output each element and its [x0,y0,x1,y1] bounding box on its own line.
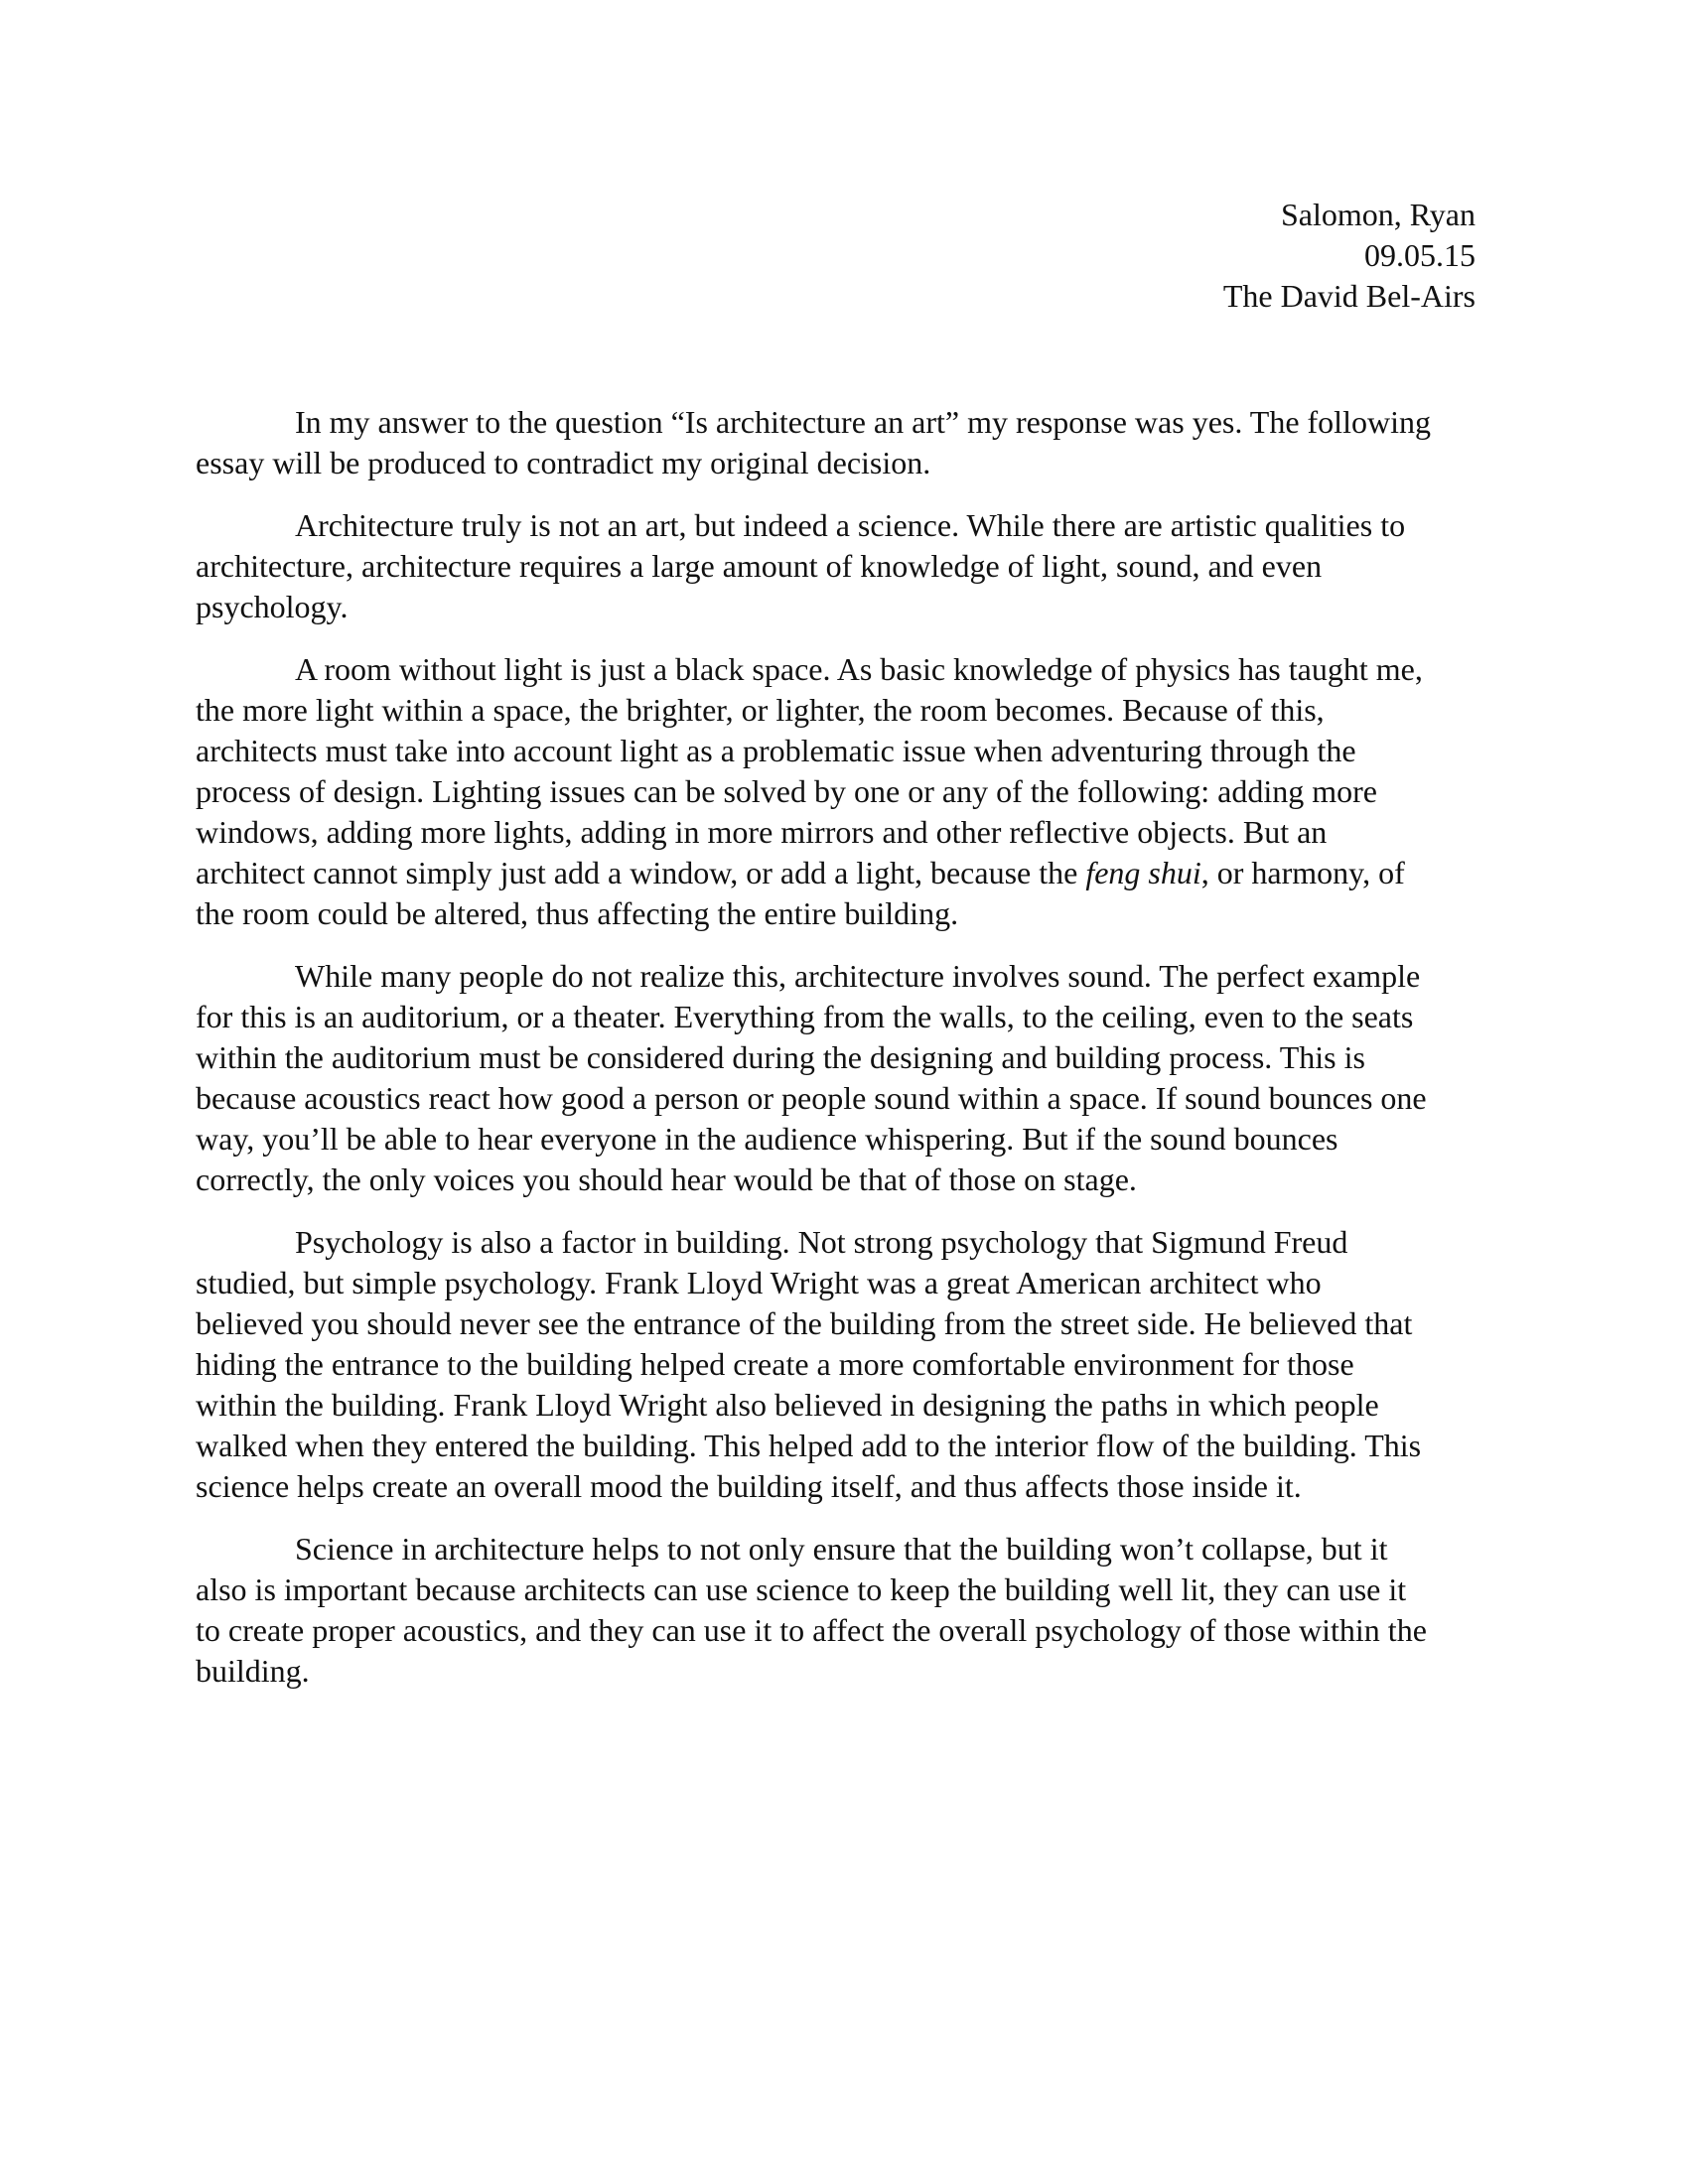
text-line: science helps create an overall mood the building itself, and thus affects those inside it. [196,1468,1302,1504]
paragraph-sound [196,956,1486,1200]
text-line: for this is an auditorium, or a theater. Everything from the walls, to the ceiling, even to the seats [196,999,1414,1034]
text-line: walked when they entered the building. This helped add to the interior flow of the building. This [196,1428,1422,1463]
text-line: A room without light is just a black space. As basic knowledge of physics has taught me, [295,651,1423,687]
text-segment: architect cannot simply just add a window, or add a light, because the [196,855,1086,890]
paragraph-psychology [196,1222,1486,1507]
text-line: Psychology is also a factor in building. Not strong psychology that Sigmund Freud [295,1224,1348,1260]
text-line: psychology. [196,589,349,624]
text-line [196,853,1486,893]
document-date: 09.05.15 [1364,237,1476,273]
text-line: building. [196,1653,310,1689]
text-line: within the building. Frank Lloyd Wright also believed in designing the paths in which people [196,1387,1379,1423]
text-line: architects must take into account light as a problematic issue when adventuring through the [196,733,1356,768]
paragraph-conclusion [196,1529,1486,1692]
text-line: the more light within a space, the brighter, or lighter, the room becomes. Because of this, [196,692,1325,728]
text-line: While many people do not realize this, architecture involves sound. The perfect example [295,958,1421,994]
text-line: studied, but simple psychology. Frank Lloyd Wright was a great American architect who [196,1265,1322,1300]
text-line: hiding the entrance to the building helped create a more comfortable environment for those [196,1346,1354,1382]
author-name: Salomon, Ryan [1280,197,1476,232]
text-segment: , or harmony, of [1200,855,1405,890]
text-line: also is important because architects can use science to keep the building well lit, they can use it [196,1571,1407,1607]
paragraph-intro [196,402,1486,483]
text-line: essay will be produced to contradict my original decision. [196,445,931,480]
paragraph-thesis [196,505,1486,627]
text-line: In my answer to the question “Is architecture an art” my response was yes. The following [295,404,1431,440]
document-header [1223,195,1476,317]
italic-term: feng shui [1085,855,1201,890]
text-line: within the auditorium must be considered during the designing and building process. This is [196,1039,1365,1075]
text-line: process of design. Lighting issues can be solved by one or any of the following: adding more [196,773,1377,809]
text-line: believed you should never see the entrance of the building from the street side. He believed that [196,1305,1413,1341]
paragraph-light [196,649,1486,934]
text-line: architecture, architecture requires a large amount of knowledge of light, sound, and even [196,548,1323,584]
text-line: Architecture truly is not an art, but indeed a science. While there are artistic qualities to [295,507,1406,543]
text-line: correctly, the only voices you should hear would be that of those on stage. [196,1161,1137,1197]
text-line: windows, adding more lights, adding in more mirrors and other reflective objects. But an [196,814,1328,850]
essay-body [196,402,1486,1713]
text-line: way, you’ll be able to hear everyone in the audience whispering. But if the sound bounces [196,1121,1338,1157]
text-line: Science in architecture helps to not only ensure that the building won’t collapse, but it [295,1531,1388,1567]
text-line: the room could be altered, thus affecting the entire building. [196,895,959,931]
group-name: The David Bel-Airs [1222,278,1476,314]
text-line: to create proper acoustics, and they can use it to affect the overall psychology of those within the [196,1612,1427,1648]
text-line: because acoustics react how good a person or people sound within a space. If sound bounces one [196,1080,1427,1116]
